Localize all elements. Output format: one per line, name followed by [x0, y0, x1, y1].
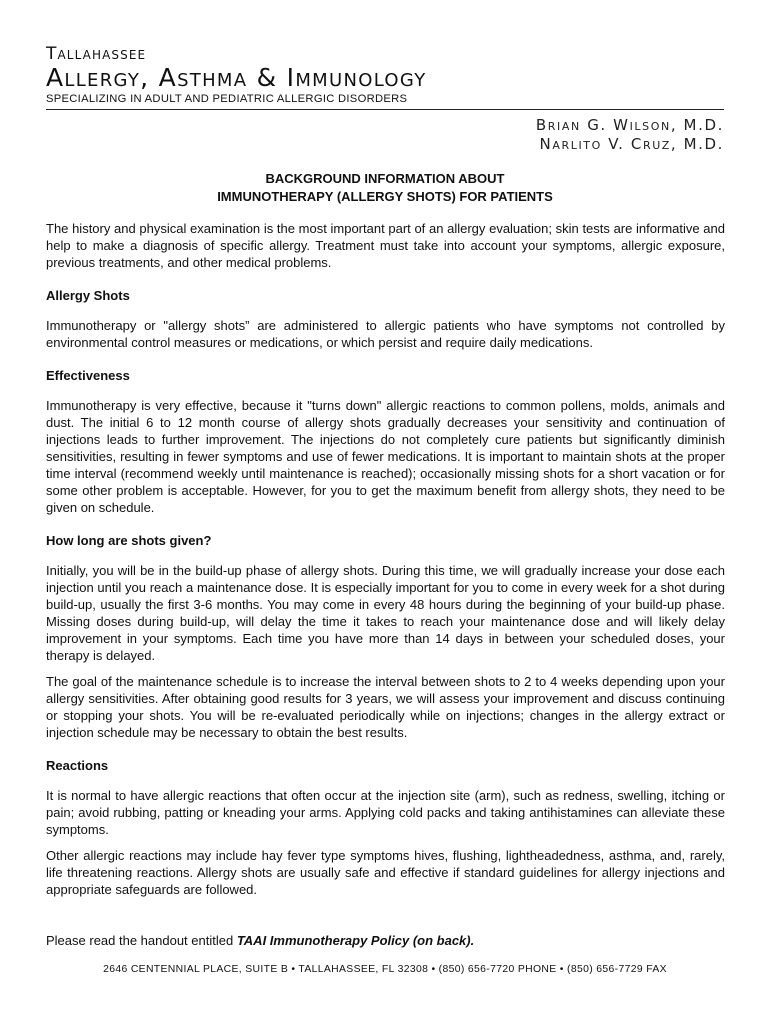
section-heading-reactions: Reactions	[46, 758, 109, 773]
letterhead-practice-name: Allergy, Asthma & Immunology	[46, 63, 427, 92]
physician-list	[536, 116, 724, 154]
handout-reference	[46, 932, 725, 949]
letterhead-divider	[46, 109, 724, 110]
reactions-paragraph: It is normal to have allergic reactions that often occur at the injection site (arm), such as redness, swelling, itching or pain; avoid rubbing, patting or kneading your arms. Applying cold packs and taking antihistamines can alleviate these symptoms.	[46, 788, 725, 837]
footer-address: 2646 CENTENNIAL PLACE, SUITE B • TALLAHASSEE, FL 32308 • (850) 656-7720 PHONE • (850) 656-7729 FAX	[103, 964, 667, 975]
duration-paragraph: Initially, you will be in the build-up phase of allergy shots. During this time, we will gradually increase your dose each injection until you reach a maintenance dose. It is especially important for you to come in every week for a shot during build-up, usually the first 3-6 months. You may come in every 48 hours during the beginning of your build-up phase. Missing doses during build-up, will delay the time it takes to reach your maintenance dose and will likely delay improvement in your symptoms. Each time you have more than 14 days in between your scheduled doses, your therapy is delayed.	[46, 563, 725, 663]
physician-name: Narlito V. Cruz, M.D.	[539, 135, 724, 153]
section-heading-allergy-shots: Allergy Shots	[46, 288, 130, 303]
policy-title: TAAI Immunotherapy Policy (on back).	[236, 933, 475, 948]
document-title-line: IMMUNOTHERAPY (ALLERGY SHOTS) FOR PATIENTS	[217, 189, 553, 204]
maintenance-paragraph: The goal of the maintenance schedule is to increase the interval between shots to 2 to 4 weeks depending upon your allergy sensitivities. After obtaining good results for 3 years, we will assess your improvement and discuss continuing or stopping your shots. You will be re-evaluated periodically while on injections; changes in the allergy extract or injection schedule may be necessary to obtain the best results.	[46, 674, 725, 740]
other-reactions-paragraph: Other allergic reactions may include hay fever type symptoms hives, flushing, lightheadedness, asthma, and, rarely, life threatening reactions. Allergy shots are usually safe and effective if standard guidelines for allergy injections and appropriate safeguards are followed.	[46, 848, 725, 897]
letterhead	[46, 44, 724, 110]
section-heading-duration: How long are shots given?	[46, 533, 212, 548]
allergy-shots-paragraph: Immunotherapy or "allergy shots” are administered to allergic patients who have symptoms not controlled by environmental control measures or medications, or which persist and require daily medications.	[46, 318, 725, 350]
letterhead-tagline: SPECIALIZING IN ADULT AND PEDIATRIC ALLERGIC DISORDERS	[46, 93, 408, 105]
document-body	[46, 220, 725, 949]
intro-paragraph: The history and physical examination is the most important part of an allergy evaluation; skin tests are informative and help to make a diagnosis of specific allergy. Treatment must take into account your symptoms, allergic exposure, previous treatments, and other medical problems.	[46, 221, 725, 270]
document-title-line: BACKGROUND INFORMATION ABOUT	[265, 171, 505, 186]
effectiveness-paragraph: Immunotherapy is very effective, because it "turns down" allergic reactions to common pollens, molds, animals and dust. The initial 6 to 12 month course of allergy shots gradually decreases your sensitivity and continuation of injections leads to further improvement. The injections do not completely cure patients but significantly diminish sensitivities, resulting in fewer symptoms and use of fewer medications. It is important to maintain shots at the proper time interval (recommend weekly until maintenance is reached); occasionally missing shots for a short vacation or for some other problem is acceptable. However, for you to get the maximum benefit from allergy shots, they need to be given on schedule.	[46, 398, 725, 515]
document-title	[46, 170, 724, 206]
letterhead-city: Tallahassee	[46, 44, 147, 64]
section-heading-effectiveness: Effectiveness	[46, 368, 130, 383]
handout-reference-prefix: Please read the handout entitled	[46, 933, 237, 948]
physician-name: Brian G. Wilson, M.D.	[535, 116, 724, 134]
